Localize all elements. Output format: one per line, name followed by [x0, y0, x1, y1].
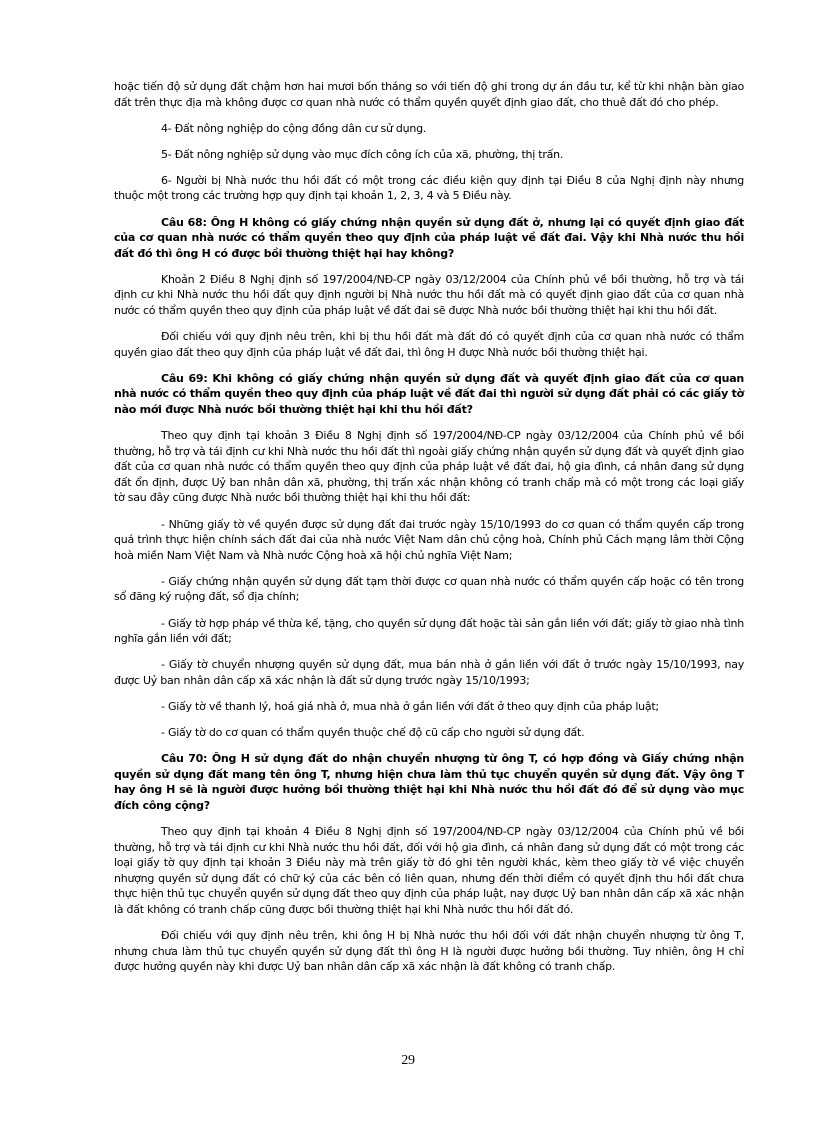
- page-number: 29: [401, 1053, 415, 1068]
- body-paragraph: hoặc tiến độ sử dụng đất chậm hơn hai mươi bốn tháng so với tiến độ ghi trong dự án đầu tư, kể từ khi nhận bàn giao đất trên thực địa mà không được cơ quan nhà nước có thẩm quyền quyết định giao đất, cho thuê đất đó cho phép.: [114, 80, 744, 109]
- body-paragraph: - Giấy tờ chuyển nhượng quyền sử dụng đất, mua bán nhà ở gắn liền với đất ở trước ngày 15/10/1993, nay được Uỷ ban nhân dân cấp xã xác nhận là đất sử dụng trước ngày 15/10/1993;: [114, 658, 744, 687]
- question-heading: Câu 70: Ông H sử dụng đất do nhận chuyển nhượng từ ông T, có hợp đồng và Giấy chứng nhận quyền sử dụng đất mang tên ông T, nhưng hiện chưa làm thủ tục chuyển quyền sử dụng đất. Vậy ông T hay ông H sẽ là người được hưởng bồi thường thiệt hại khi Nhà nước thu hồi đất đó để sử dụng vào mục đích công cộng?: [114, 752, 744, 812]
- body-paragraph: - Giấy tờ do cơ quan có thẩm quyền thuộc chế độ cũ cấp cho người sử dụng đất.: [161, 726, 585, 739]
- document-body: [114, 79, 744, 975]
- body-paragraph: - Giấy chứng nhận quyền sử dụng đất tạm thời được cơ quan nhà nước có thẩm quyền cấp hoặc có tên trong sổ đăng ký ruộng đất, sổ địa chính;: [114, 574, 744, 604]
- question-heading: Câu 68: Ông H không có giấy chứng nhận quyền sử dụng đất ở, nhưng lại có quyết định giao đất của cơ quan nhà nước có thẩm quyền theo quy định của pháp luật về đất đai. Vậy khi Nhà nước thu hồi đất đó thì ông H có được bồi thường thiệt hại hay không?: [114, 215, 744, 260]
- question-heading: Câu 69: Khi không có giấy chứng nhận quyền sử dụng đất và quyết định giao đất của cơ quan nhà nước có thẩm quyền theo quy định của pháp luật về đất đai thì người sử dụng đất phải có các giấy tờ nào mới được Nhà nước bồi thường thiệt hại khi thu hồi đất?: [114, 371, 744, 416]
- body-paragraph: Đối chiếu với quy định nêu trên, khi ông H bị Nhà nước thu hồi đối với đất nhận chuyển nhượng từ ông T, nhưng chưa làm thủ tục chuyển quyền sử dụng đất thì ông H là người được hưởng bồi thường. Tuy nhiên, ông H chỉ được hưởng quyền này khi được Uỷ ban nhân dân cấp xã xác nhận là đất không có tranh chấp.: [114, 929, 744, 974]
- body-paragraph: 4- Đất nông nghiệp do cộng đồng dân cư sử dụng.: [161, 121, 427, 135]
- body-paragraph: Đối chiếu với quy định nêu trên, khi bị thu hồi đất mà đất đó có quyết định của cơ quan nhà nước có thẩm quyền giao đất theo quy định của pháp luật về đất đai, thì ông H được Nhà nước bồi thường thiệt hại.: [114, 330, 744, 359]
- body-paragraph: - Giấy tờ về thanh lý, hoá giá nhà ở, mua nhà ở gắn liền với đất ở theo quy định của pháp luật;: [161, 699, 659, 713]
- body-paragraph: Theo quy định tại khoản 3 Điều 8 Nghị định số 197/2004/NĐ-CP ngày 03/12/2004 của Chính phủ về bồi thường, hỗ trợ và tái định cư khi Nhà nước thu hồi đất thì ngoài giấy chứng nhận quyền sử dụng đất và quyết định giao đất của cơ quan nhà nước có thẩm quyền theo quy định của pháp luật về đất đai, hộ gia đình, cá nhân đang sử dụng đất ổn định, được Uỷ ban nhân dân xã, phường, thị trấn xác nhận không có tranh chấp mà có một trong các loại giấy tờ sau đây cũng được Nhà nước bồi thường thiệt hại khi thu hồi đất:: [114, 429, 744, 505]
- body-paragraph: - Những giấy tờ về quyền được sử dụng đất đai trước ngày 15/10/1993 do cơ quan có thẩm quyền cấp trong quá trình thực hiện chính sách đất đai của nhà nước Việt Nam dân chủ cộng hoà, Chính phủ Cách mạng lâm thời Cộng hoà miền Nam Việt Nam và Nhà nước Cộng hoà xã hội chủ nghĩa Việt Nam;: [114, 517, 744, 562]
- body-paragraph: 5- Đất nông nghiệp sử dụng vào mục đích công ích của xã, phường, thị trấn.: [161, 147, 564, 161]
- body-paragraph: - Giấy tờ hợp pháp về thừa kế, tặng, cho quyền sử dụng đất hoặc tài sản gắn liền với đất; giấy tờ giao nhà tình nghĩa gắn liền với đất;: [114, 616, 744, 646]
- body-paragraph: Theo quy định tại khoản 4 Điều 8 Nghị định số 197/2004/NĐ-CP ngày 03/12/2004 của Chính phủ về bồi thường, hỗ trợ và tái định cư khi Nhà nước thu hồi đất, đối với hộ gia đình, cá nhân đang sử dụng đất có một trong các loại giấy tờ quy định tại khoản 3 Điều này mà trên giấy tờ đó ghi tên người khác, kèm theo giấy tờ về việc chuyển nhượng quyền sử dụng đất có chữ ký của các bên có liên quan, nhưng đến thời điểm có quyết định thu hồi đất chưa thực hiện thủ tục chuyển quyền sử dụng đất theo quy định của pháp luật, nay được Uỷ ban nhân dân cấp xã xác nhận là đất không có tranh chấp cũng được bồi thường thiệt hại khi Nhà nước thu hồi đất đó.: [114, 824, 744, 916]
- body-paragraph: Khoản 2 Điều 8 Nghị định số 197/2004/NĐ-CP ngày 03/12/2004 của Chính phủ về bồi thường, hỗ trợ và tái định cư khi Nhà nước thu hồi đất quy định người bị Nhà nước thu hồi đất mà có quyết định giao đất của cơ quan nhà nước có thẩm quyền theo quy định của pháp luật về đất đai sẽ được Nhà nước bồi thường thiệt hại khi thu hồi đất.: [114, 272, 744, 318]
- body-paragraph: 6- Người bị Nhà nước thu hồi đất có một trong các điều kiện quy định tại Điều 8 của Nghị định này nhưng thuộc một trong các trường hợp quy định tại khoản 1, 2, 3, 4 và 5 Điều này.: [114, 173, 744, 203]
